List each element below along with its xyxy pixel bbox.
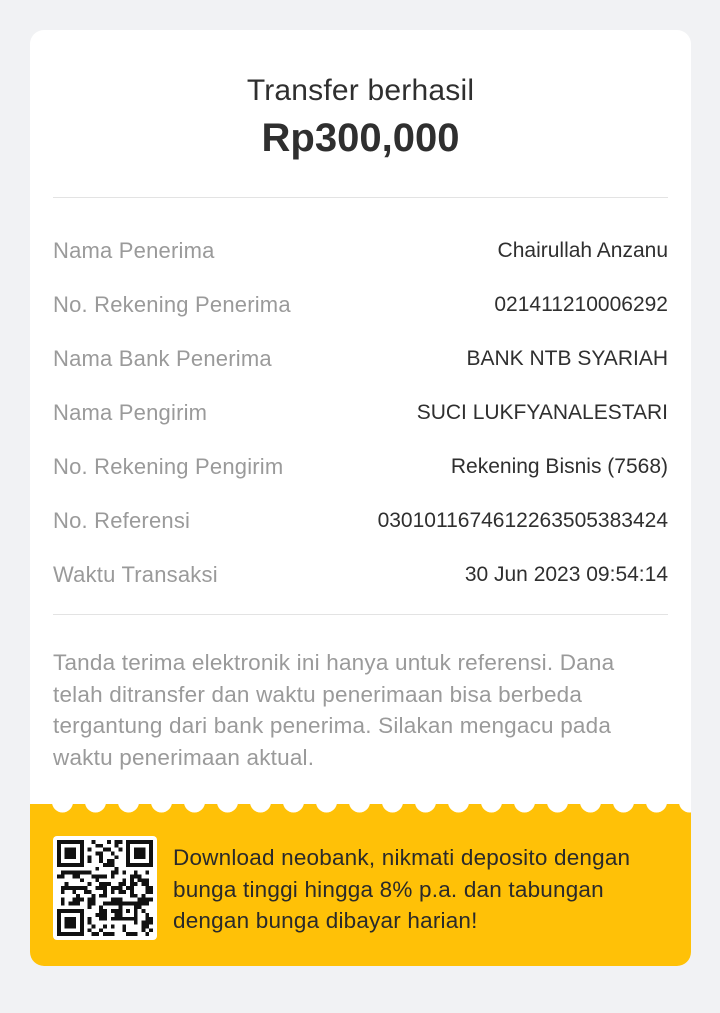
promo-banner[interactable] [30,804,691,966]
detail-row-reference [53,494,668,548]
transfer-receipt-card [30,30,691,966]
detail-label: Waktu Transaksi [53,562,218,587]
detail-row-sender-name [53,386,668,440]
receipt-title: Transfer berhasil [246,74,475,107]
scalloped-edge [30,804,691,816]
detail-label: No. Referensi [53,508,191,533]
detail-value: 30 Jun 2023 09:54:14 [464,563,668,586]
detail-row-transaction-time [53,548,668,602]
detail-row-sender-account [53,440,668,494]
promo-text: Download neobank, nikmati deposito dengan bunga tinggi hingga 8% p.a. dan tabungan dengan bunga dibayar harian! [173,845,631,933]
detail-label: No. Rekening Penerima [53,292,291,317]
detail-value: Rekening Bisnis (7568) [450,455,668,478]
detail-value: SUCI LUKFYANALESTARI [416,401,668,424]
detail-value: BANK NTB SYARIAH [466,347,668,370]
detail-value: 03010116746122635053834​24 [377,509,668,532]
receipt-disclaimer: Tanda terima elektronik ini hanya untuk referensi. Dana telah ditransfer dan waktu penerimaan bisa berbeda tergantung dari bank penerima. Silakan mengacu pada waktu penerimaan aktual. [53,650,615,770]
detail-row-recipient-account [53,278,668,332]
detail-label: No. Rekening Pengirim [53,454,284,479]
transfer-amount: Rp300,000 [261,116,460,160]
transfer-details [53,224,668,602]
detail-label: Nama Bank Penerima [53,346,272,371]
detail-row-recipient-name [53,224,668,278]
divider [53,614,668,615]
detail-row-recipient-bank [53,332,668,386]
detail-label: Nama Penerima [53,238,215,263]
detail-value: 021411210006292 [494,293,668,316]
qr-code-icon[interactable] [53,836,157,940]
detail-label: Nama Pengirim [53,400,208,425]
divider [53,197,668,198]
detail-value: Chairullah Anzanu [497,239,668,262]
